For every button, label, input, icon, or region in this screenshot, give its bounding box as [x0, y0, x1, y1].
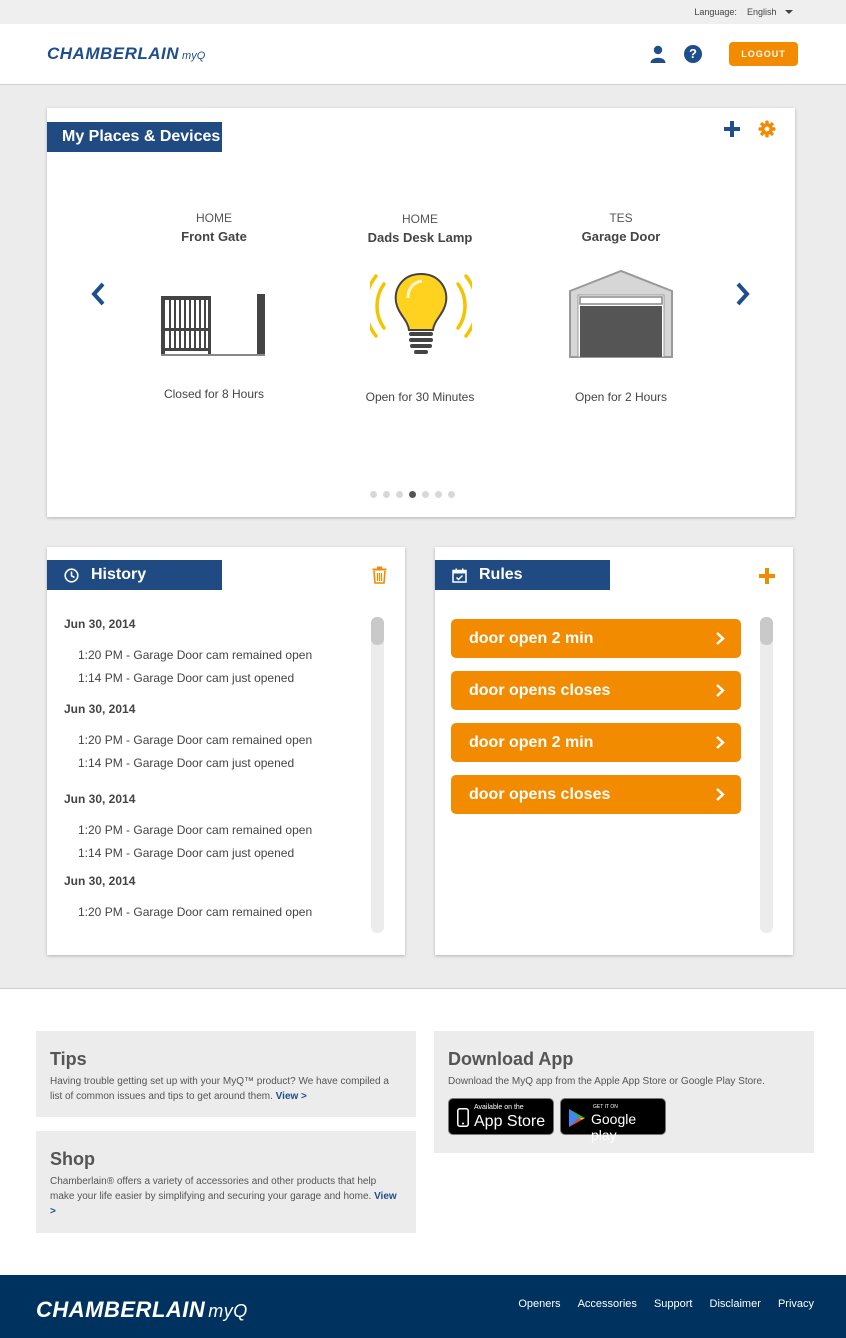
history-date: Jun 30, 2014	[64, 792, 136, 806]
rule-label: door open 2 min	[469, 734, 594, 751]
download-text: Download the MyQ app from the Apple App Store or Google Play Store.	[448, 1076, 765, 1087]
chevron-right-icon	[715, 787, 725, 802]
device-name: Front Gate	[181, 229, 247, 244]
device-place: TES	[609, 211, 633, 225]
places-devices-card	[47, 108, 795, 517]
clock-icon	[64, 568, 79, 583]
pagination-dot-active[interactable]	[409, 491, 416, 498]
footer-link-support[interactable]: Support	[653, 1298, 693, 1310]
play-store-icon	[568, 1108, 586, 1128]
history-card	[47, 547, 405, 955]
garage-icon	[568, 269, 674, 359]
footer-link-openers[interactable]: Openers	[518, 1298, 561, 1310]
add-device-icon[interactable]	[723, 120, 741, 138]
shop-box	[36, 1131, 416, 1233]
history-entry: 1:20 PM - Garage Door cam remained open	[78, 648, 313, 662]
gate-icon	[161, 292, 267, 356]
shop-title: Shop	[50, 1149, 95, 1169]
device-place: HOME	[402, 212, 438, 226]
footer	[0, 1275, 846, 1338]
rules-scroll-thumb[interactable]	[760, 617, 773, 645]
rules-card	[435, 547, 793, 955]
pagination-dot[interactable]	[435, 491, 442, 498]
chevron-down-icon	[785, 10, 793, 14]
logout-button[interactable]: LOGOUT	[729, 42, 798, 66]
rule-item[interactable]	[451, 619, 741, 658]
device-place: HOME	[196, 211, 232, 225]
history-date: Jun 30, 2014	[64, 874, 136, 888]
pagination-dot[interactable]	[383, 491, 390, 498]
device-front-gate[interactable]	[114, 211, 314, 411]
history-entry: 1:14 PM - Garage Door cam just opened	[78, 671, 295, 685]
language-selector[interactable]	[694, 7, 793, 17]
footer-link-privacy[interactable]: Privacy	[777, 1298, 814, 1310]
chevron-right-icon[interactable]	[734, 281, 752, 307]
device-garage-door[interactable]	[521, 211, 721, 411]
language-bar	[0, 0, 846, 24]
pagination-dot[interactable]	[448, 491, 455, 498]
history-date: Jun 30, 2014	[64, 702, 136, 716]
device-name: Dads Desk Lamp	[367, 230, 473, 245]
google-play-button[interactable]: GET IT ON Google play	[560, 1098, 666, 1135]
footer-link-disclaimer[interactable]: Disclaimer	[709, 1298, 761, 1310]
chevron-right-icon	[715, 631, 725, 646]
rules-scrollbar[interactable]	[760, 617, 773, 933]
rule-label: door opens closes	[469, 682, 611, 699]
rule-item[interactable]	[451, 723, 741, 762]
history-entry: 1:20 PM - Garage Door cam remained open	[78, 823, 313, 837]
history-entry: 1:14 PM - Garage Door cam just opened	[78, 846, 295, 860]
trash-icon[interactable]	[372, 566, 387, 584]
device-status: Open for 30 Minutes	[365, 390, 475, 404]
shop-view-link[interactable]: View >	[50, 1191, 397, 1217]
tips-title: Tips	[50, 1049, 87, 1069]
rule-item[interactable]	[451, 671, 741, 710]
download-title: Download App	[448, 1049, 574, 1069]
chevron-right-icon	[715, 683, 725, 698]
rule-label: door opens closes	[469, 786, 611, 803]
rule-item[interactable]	[451, 775, 741, 814]
app-store-button[interactable]: Available on the App Store	[448, 1098, 554, 1135]
chevron-right-icon	[715, 735, 725, 750]
language-label: Language:	[694, 7, 737, 17]
history-entry: 1:20 PM - Garage Door cam remained open	[78, 733, 313, 747]
rule-label: door open 2 min	[469, 630, 594, 647]
footer-links	[504, 1298, 814, 1310]
tips-view-link[interactable]: View >	[275, 1091, 307, 1102]
header	[0, 24, 846, 85]
user-icon[interactable]	[650, 45, 666, 63]
language-value: English	[746, 7, 777, 17]
pagination-dot[interactable]	[422, 491, 429, 498]
footer-link-accessories[interactable]: Accessories	[577, 1298, 637, 1310]
device-dads-desk-lamp[interactable]	[320, 212, 520, 412]
history-scroll-thumb[interactable]	[371, 617, 384, 645]
places-title: My Places & Devices	[47, 122, 222, 152]
history-scrollbar[interactable]	[371, 617, 384, 933]
footer-brand-logo[interactable]: CHAMBERLAIN myQ	[36, 1297, 248, 1322]
device-status: Closed for 8 Hours	[163, 387, 265, 401]
tips-text: Having trouble getting set up with your MyQ™ product? We have compiled a list of common issues and tips to get around them. View >	[50, 1076, 389, 1102]
main-area	[0, 85, 846, 989]
rules-title: Rules	[435, 560, 610, 590]
tips-box	[36, 1031, 416, 1117]
add-rule-icon[interactable]	[758, 567, 776, 585]
calendar-icon	[452, 568, 467, 583]
history-title: History	[47, 560, 222, 590]
history-date: Jun 30, 2014	[64, 617, 136, 631]
shop-text: Chamberlain® offers a variety of accessories and other products that help make your life easier by simplifying and securing your garage and home. View >	[50, 1176, 397, 1217]
lightbulb-icon	[370, 268, 472, 360]
device-name: Garage Door	[581, 229, 661, 244]
history-entry: 1:20 PM - Garage Door cam remained open	[78, 905, 313, 919]
carousel-pagination	[370, 485, 480, 495]
phone-icon	[457, 1108, 469, 1127]
chevron-left-icon[interactable]	[89, 281, 107, 307]
device-status: Open for 2 Hours	[574, 390, 668, 404]
help-icon[interactable]: ?	[684, 45, 702, 63]
download-app-box	[434, 1031, 814, 1153]
pagination-dot[interactable]	[370, 491, 377, 498]
brand-logo[interactable]: CHAMBERLAIN myQ	[47, 44, 206, 63]
history-entry: 1:14 PM - Garage Door cam just opened	[78, 756, 295, 770]
pagination-dot[interactable]	[396, 491, 403, 498]
gear-icon[interactable]	[758, 120, 776, 138]
